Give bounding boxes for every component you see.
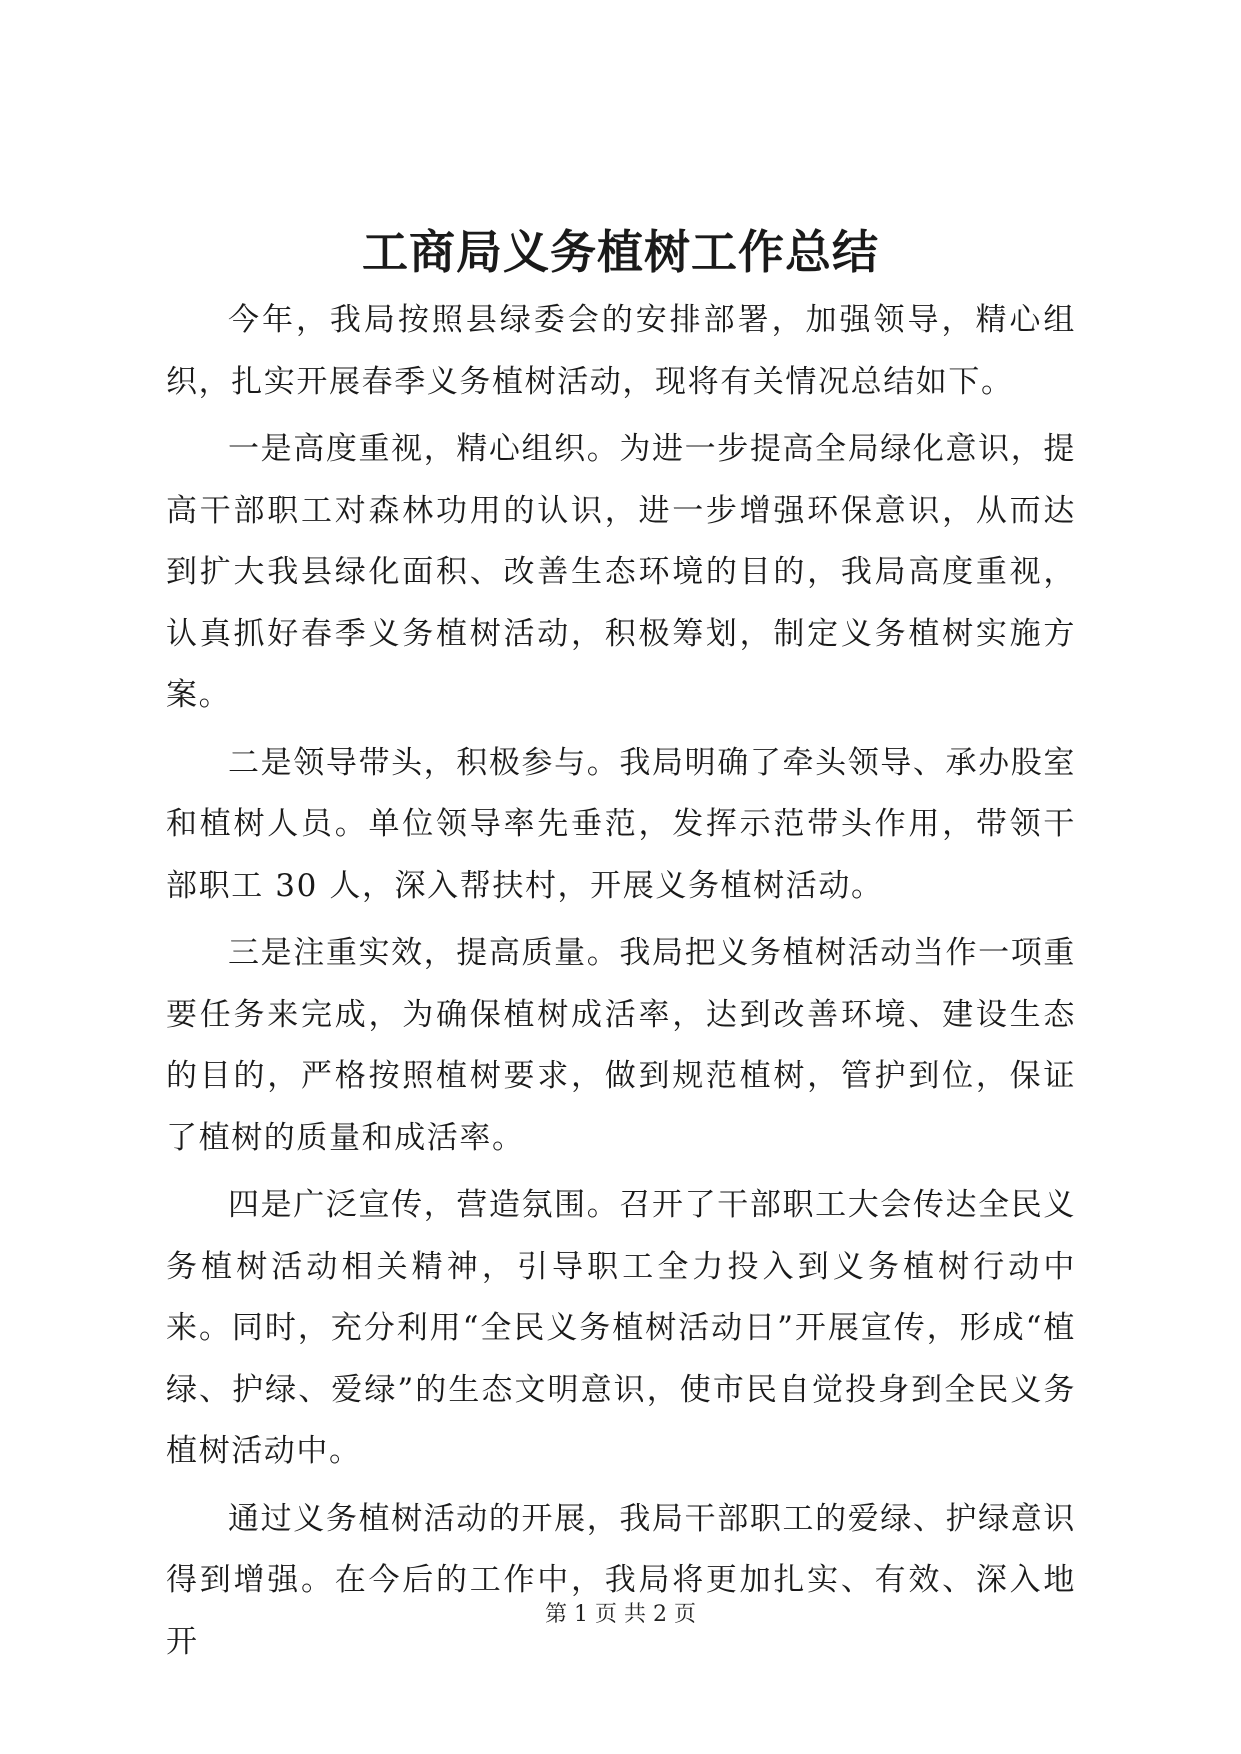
paragraph-point-2: 二是领导带头，积极参与。我局明确了牵头领导、承办股室和植树人员。单位领导率先垂范，发挥示范带头作用，带领干部职工 30 人，深入帮扶村，开展义务植树活动。 (166, 744, 1076, 904)
page-number-footer: 第 1 页 共 2 页 (545, 1602, 696, 1627)
paragraph-conclusion: 通过义务植树活动的开展，我局干部职工的爱绿、护绿意识得到增强。在今后的工作中，我局将更加扎实、有效、深入地开 (166, 1500, 1076, 1660)
paragraph-intro: 今年，我局按照县绿委会的安排部署，加强领导，精心组织，扎实开展春季义务植树活动，现将有关情况总结如下。 (166, 302, 1076, 400)
paragraph-point-1: 一是高度重视，精心组织。为进一步提高全局绿化意识，提高干部职工对森林功用的认识，进一步增强环保意识，从而达到扩大我县绿化面积、改善生态环境的目的，我局高度重视，认真抓好春季义务植树活动，积极筹划，制定义务植树实施方案。 (166, 431, 1076, 713)
paragraph-point-4: 四是广泛宣传，营造氛围。召开了干部职工大会传达全民义务植树活动相关精神，引导职工全力投入到义务植树行动中来。同时，充分利用“全民义务植树活动日”开展宣传，形成“植绿、护绿、爱绿”的生态文明意识，使市民自觉投身到全民义务植树活动中。 (166, 1187, 1076, 1469)
document-title: 工商局义务植树工作总结 (362, 225, 879, 279)
paragraph-point-3: 三是注重实效，提高质量。我局把义务植树活动当作一项重要任务来完成，为确保植树成活率，达到改善环境、建设生态的目的，严格按照植树要求，做到规范植树，管护到位，保证了植树的质量和成活率。 (166, 935, 1076, 1156)
document-body (166, 290, 1076, 1679)
